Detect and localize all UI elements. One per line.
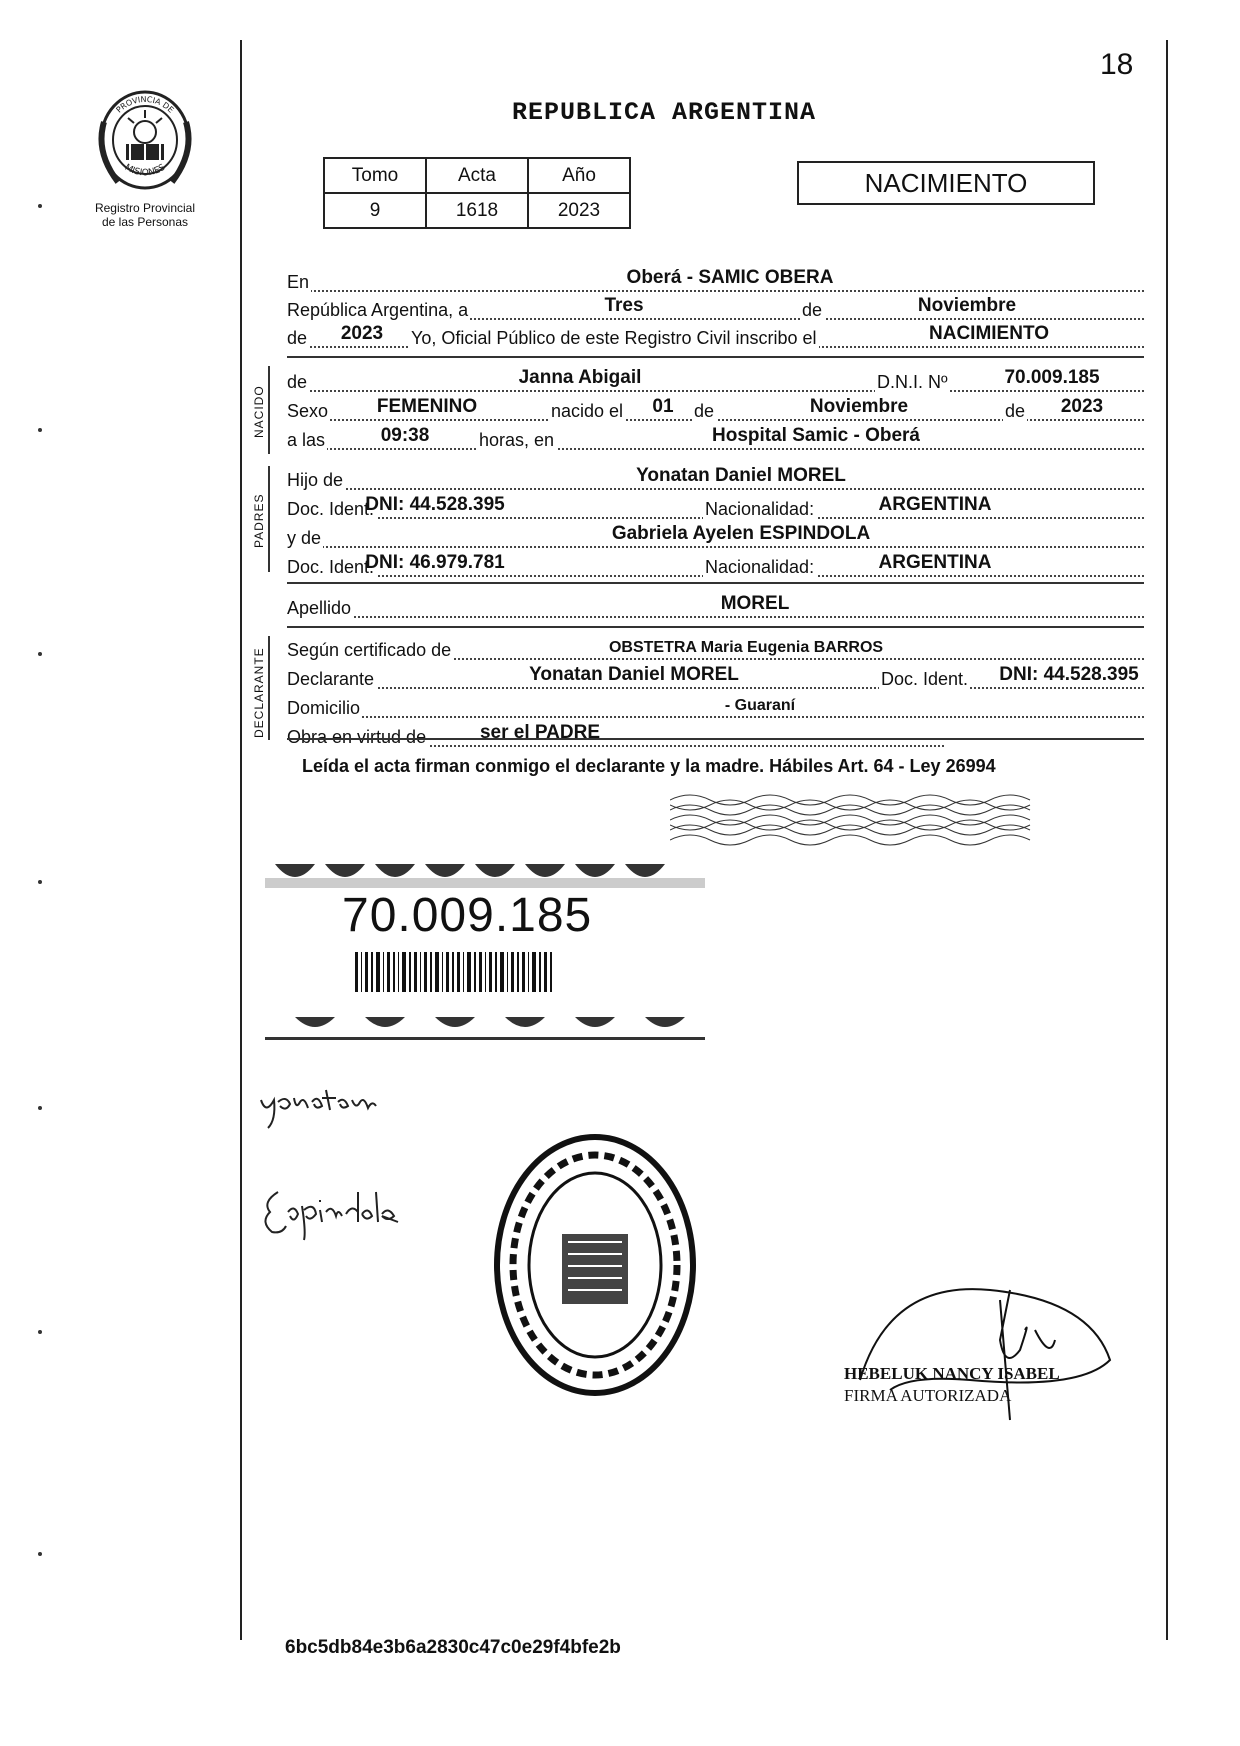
value-declarante: Yonatan Daniel MOREL: [529, 664, 739, 685]
value-certificado: OBSTETRA Maria Eugenia BARROS: [608, 639, 884, 656]
margin-dot: [38, 1106, 42, 1110]
section-label-declarante: DECLARANTE: [252, 647, 266, 738]
document-hash: 6bc5db84e3b6a2830c47c0e29f4bfe2b: [285, 1637, 621, 1658]
row-inscripcion: [287, 324, 1144, 352]
section-divider: [287, 738, 1144, 740]
label-hijo-de: Hijo de: [287, 470, 344, 490]
label-y-de: y de: [287, 528, 322, 548]
margin-dot: [38, 1330, 42, 1334]
label-doc-ident: Doc. Ident.: [287, 499, 375, 519]
label-declarante: Declarante: [287, 669, 375, 689]
declarante-signature-icon: [256, 1080, 406, 1130]
margin-dot: [38, 428, 42, 432]
value-anio: 2023: [340, 323, 384, 344]
label-sexo: Sexo: [287, 401, 329, 421]
margin-dot: [38, 204, 42, 208]
value-nac-anio: 2023: [1060, 396, 1104, 417]
row-apellido: [287, 594, 1144, 622]
section-label-nacido: NACIDO: [252, 385, 266, 438]
value-hora: 09:38: [380, 425, 430, 446]
label-dni-no: D.N.I. Nº: [877, 372, 948, 392]
officer-title: FIRMA AUTORIZADA: [844, 1386, 1012, 1405]
label-en: En: [287, 272, 310, 292]
officer-name: HEBELUK NANCY ISABEL: [844, 1364, 1060, 1383]
value-padre-nac: ARGENTINA: [878, 494, 992, 515]
margin-dot: [38, 880, 42, 884]
logo-caption-line2: de las Personas: [101, 215, 189, 229]
value-declarante-doc: DNI: 44.528.395: [999, 664, 1139, 685]
value-lugar-nac: Hospital Samic - Oberá: [711, 425, 921, 446]
record-header-tomo: Tomo: [324, 158, 426, 193]
label-de: de: [694, 401, 715, 421]
svg-text:MISIONES: [123, 163, 168, 179]
section-label-padres: PADRES: [252, 493, 266, 548]
record-table: [323, 157, 631, 229]
row-madre: [287, 524, 1144, 552]
value-nac-mes: Noviembre: [809, 396, 909, 417]
logo-caption-line1: Registro Provincial: [94, 201, 196, 215]
margin-dot: [38, 1552, 42, 1556]
logo-arc-top: PROVINCIA DE: [114, 94, 176, 115]
record-header-anio: Año: [528, 158, 630, 193]
section-divider: [287, 356, 1144, 358]
label-republica-a: República Argentina, a: [287, 300, 469, 320]
label-nacionalidad: Nacionalidad:: [705, 499, 815, 519]
dni-ticket-number: 70.009.185: [342, 889, 593, 942]
label-de: de: [287, 328, 308, 348]
value-lugar: Oberá - SAMIC OBERA: [626, 267, 834, 288]
margin-dot: [38, 652, 42, 656]
row-sexo: [287, 397, 1144, 425]
security-pattern-icon: [670, 790, 1050, 852]
logo-arc-bottom: MISIONES: [122, 162, 168, 179]
value-domicilio: - Guaraní: [724, 697, 796, 714]
row-lugar: [287, 268, 1144, 296]
label-yo-oficial: Yo, Oficial Público de este Registro Civil inscribo el: [411, 328, 817, 348]
record-value-tomo: 9: [324, 193, 426, 228]
row-madre-doc: [287, 553, 1144, 581]
record-header-acta: Acta: [426, 158, 528, 193]
label-doc-ident: Doc. Ident.: [287, 557, 375, 577]
value-sexo: FEMENINO: [376, 396, 478, 417]
row-certificado: [287, 636, 1144, 664]
value-madre: Gabriela Ayelen ESPINDOLA: [611, 523, 871, 544]
row-fecha: [287, 296, 1144, 324]
value-madre-doc: DNI: 46.979.781: [365, 552, 505, 573]
value-mes: Noviembre: [917, 295, 1017, 316]
label-segun-certificado: Según certificado de: [287, 640, 452, 660]
legal-legend: Leída el acta firman conmigo el declarante y la madre. Hábiles Art. 64 - Ley 26994: [302, 756, 996, 776]
row-hora: [287, 426, 1144, 454]
section-divider: [287, 626, 1144, 628]
label-apellido: Apellido: [287, 598, 352, 618]
act-type-box: NACIMIENTO: [797, 161, 1095, 205]
province-crest-icon: [90, 82, 200, 192]
country-title: REPUBLICA ARGENTINA: [512, 98, 817, 127]
left-margin-line: [240, 40, 242, 1640]
label-nacido-el: nacido el: [551, 401, 624, 421]
record-value-anio: 2023: [528, 193, 630, 228]
value-madre-nac: ARGENTINA: [878, 552, 992, 573]
label-horas-en: horas, en: [479, 430, 555, 450]
section-divider: [287, 582, 1144, 584]
section-bar-declarante: [268, 636, 270, 740]
logo-caption: [60, 201, 230, 229]
row-en-virtud: [287, 723, 1144, 751]
official-seal-icon: [490, 1130, 700, 1400]
row-padre: [287, 466, 1144, 494]
row-domicilio: [287, 694, 1144, 722]
row-nombre: [287, 368, 1144, 396]
label-nacionalidad: Nacionalidad:: [705, 557, 815, 577]
section-bar-nacido: [268, 366, 270, 454]
label-doc-ident: Doc. Ident.: [881, 669, 969, 689]
row-declarante: [287, 665, 1144, 693]
value-padre: Yonatan Daniel MOREL: [636, 465, 846, 486]
value-nac-dia: 01: [652, 396, 674, 417]
row-padre-doc: [287, 495, 1144, 523]
label-obra-en-virtud: Obra en virtud de: [287, 727, 427, 747]
value-en-virtud: ser el PADRE: [479, 722, 601, 743]
label-de: de: [287, 372, 308, 392]
value-padre-doc: DNI: 44.528.395: [365, 494, 505, 515]
record-value-acta: 1618: [426, 193, 528, 228]
madre-signature-icon: [258, 1182, 428, 1242]
value-apellido: MOREL: [720, 593, 790, 614]
value-tipo: NACIMIENTO: [929, 323, 1049, 344]
label-domicilio: Domicilio: [287, 698, 361, 718]
label-de: de: [1005, 401, 1026, 421]
registry-logo: [60, 82, 230, 229]
value-dia: Tres: [604, 295, 644, 316]
page-number: 18: [1100, 48, 1134, 81]
value-nombre: Janna Abigail: [518, 367, 642, 388]
right-margin-line: [1166, 40, 1168, 1640]
label-de: de: [802, 300, 823, 320]
section-bar-padres: [268, 466, 270, 572]
value-dni: 70.009.185: [1004, 367, 1100, 388]
label-a-las: a las: [287, 430, 326, 450]
officer-block: [844, 1363, 1060, 1407]
